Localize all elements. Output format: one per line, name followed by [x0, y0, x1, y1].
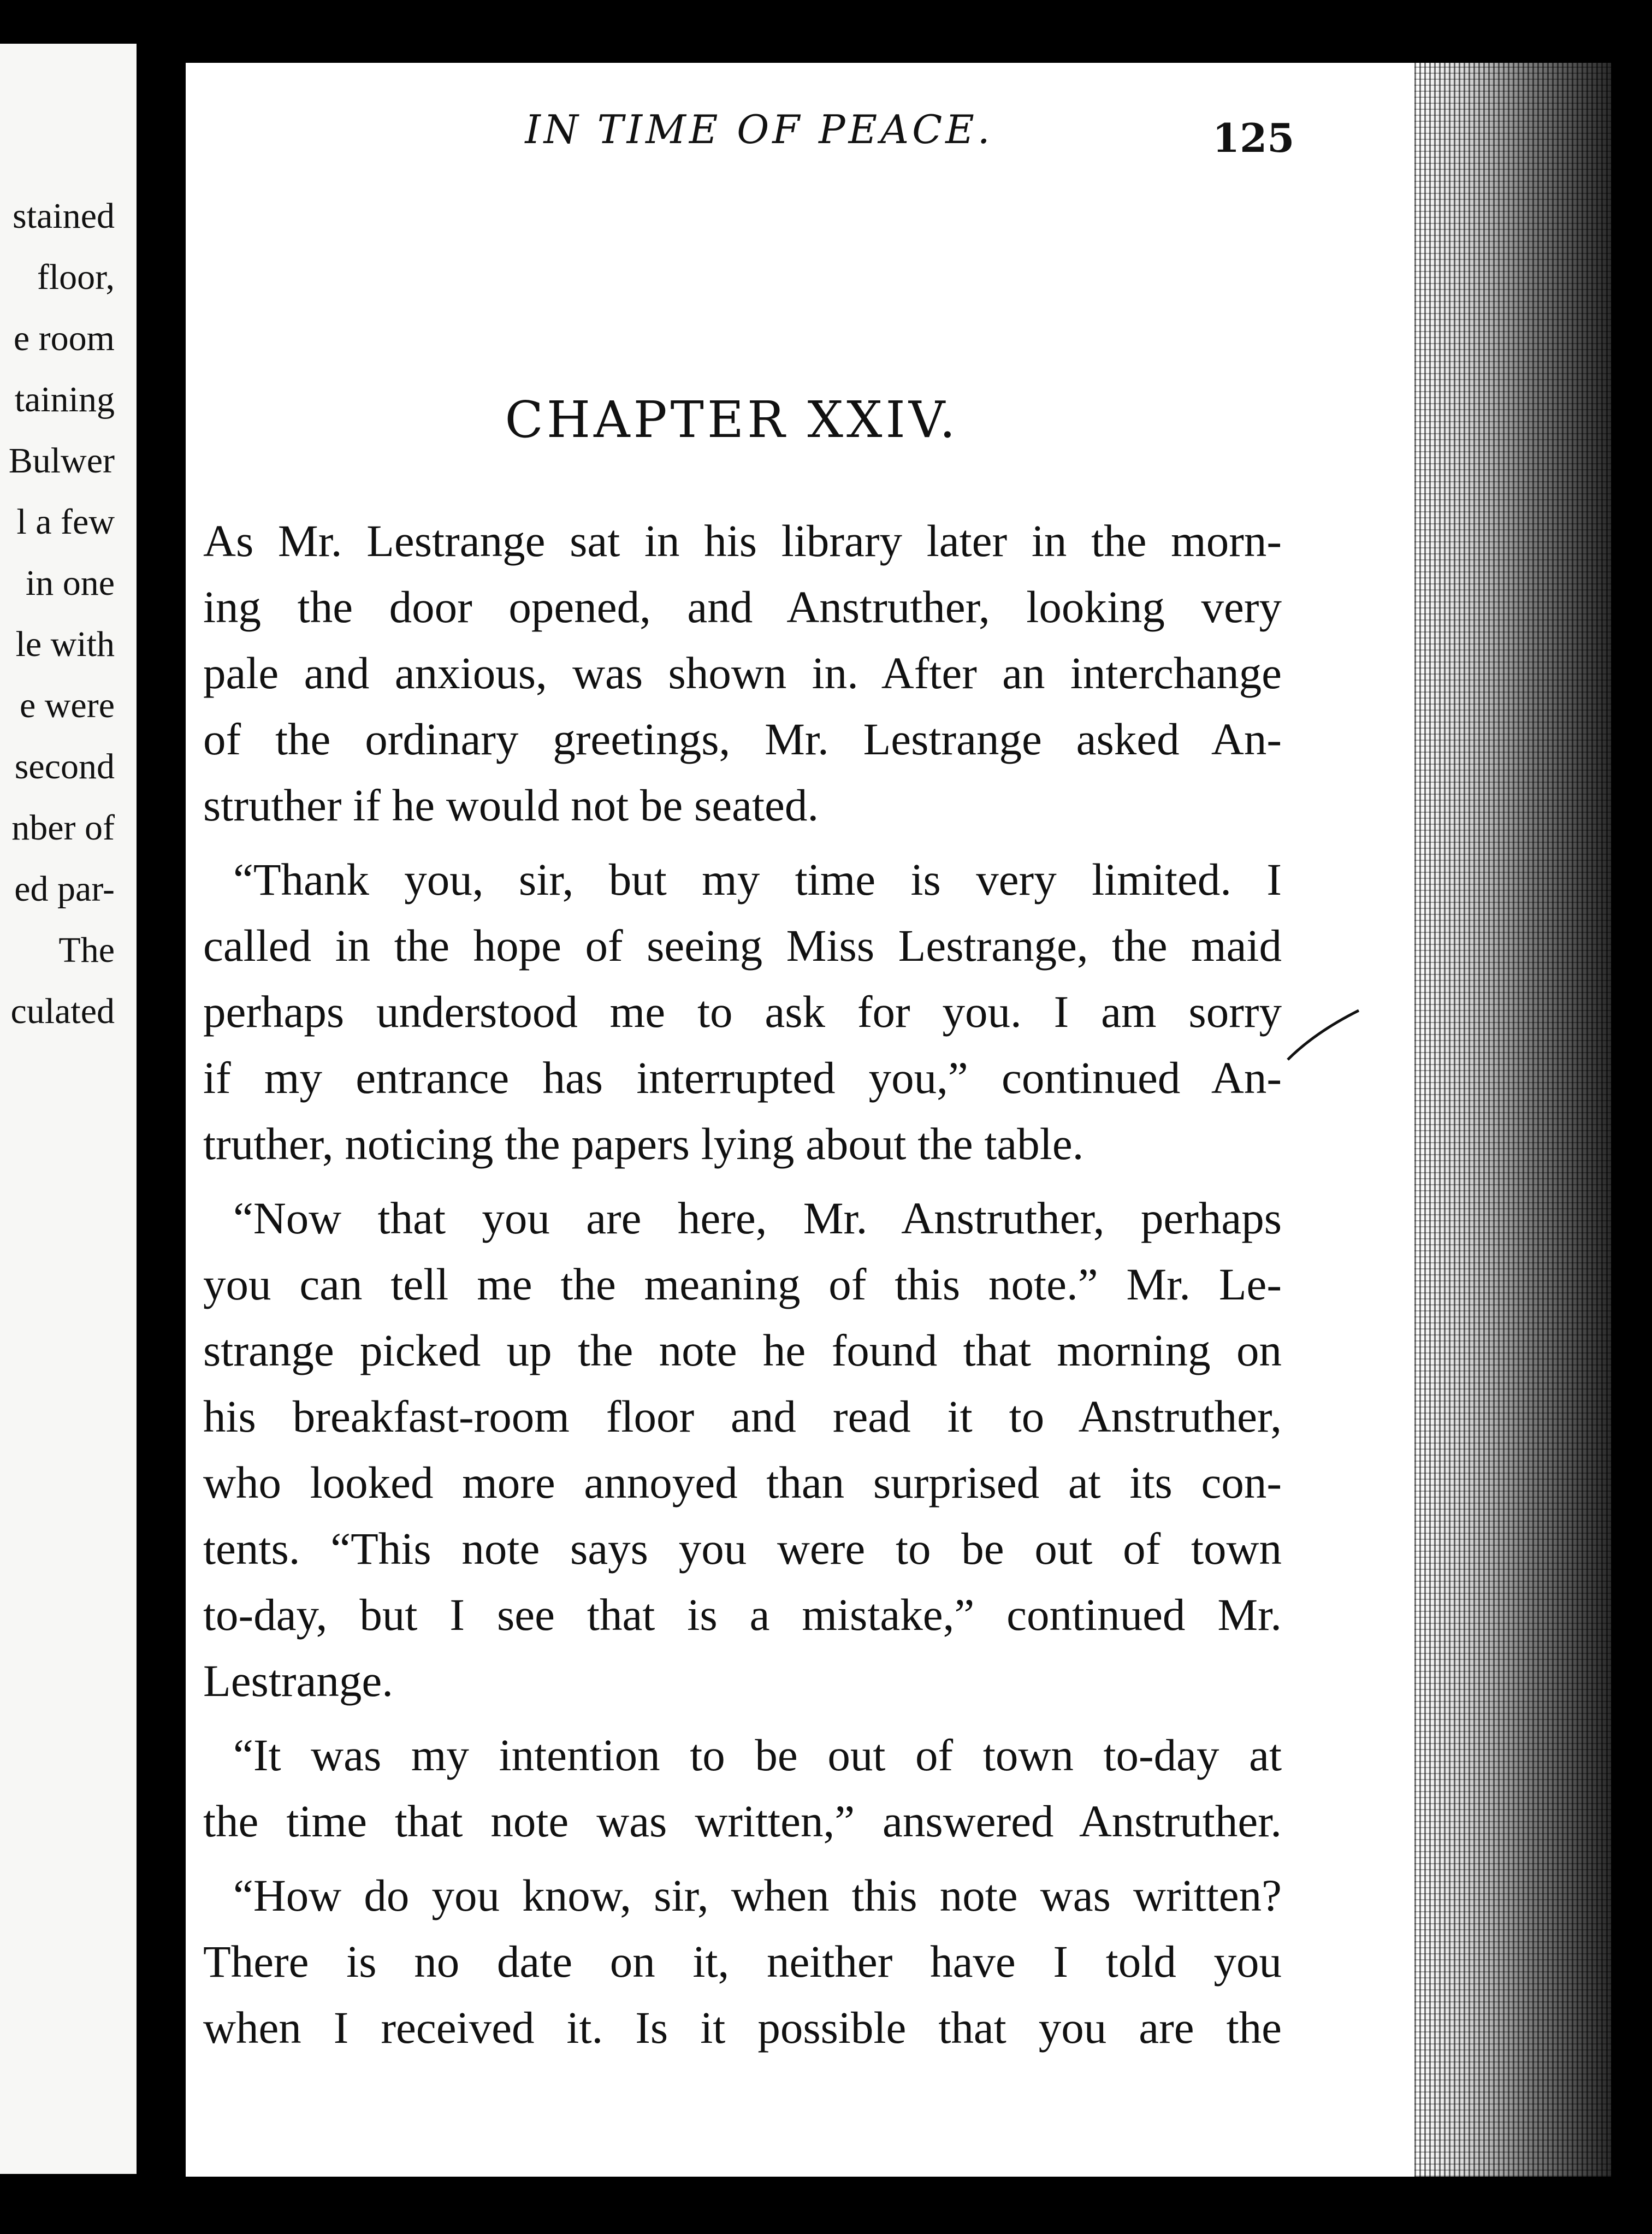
- text-line: “How do you know, sir, when this note was written?: [233, 1870, 1282, 1920]
- text-line: to-day, but I see that is a mistake,” continued Mr.: [203, 1589, 1282, 1640]
- text-line: when I received it. Is it possible that you are the: [203, 2002, 1282, 2053]
- text-line: struther if he would not be seated.: [203, 780, 819, 830]
- text-line: Lestrange.: [203, 1656, 393, 1706]
- text-line: if my entrance has interrupted you,” continued An-: [203, 1053, 1282, 1103]
- paragraph-1: [203, 508, 1282, 838]
- paragraph-3: [203, 1185, 1282, 1714]
- running-head: IN TIME OF PEACE.: [525, 107, 993, 152]
- book-gutter: [137, 0, 186, 2234]
- text-line: who looked more annoyed than surprised at its con-: [203, 1457, 1282, 1508]
- text-line: ing the door opened, and Anstruther, looking very: [203, 582, 1282, 632]
- paragraph-4: [203, 1722, 1282, 1854]
- text-line: As Mr. Lestrange sat in his library later in the morn-: [203, 516, 1282, 566]
- left-line: e were: [19, 685, 115, 725]
- text-line: “Thank you, sir, but my time is very limited. I: [233, 854, 1282, 905]
- left-line: in one: [25, 563, 115, 603]
- text-line: of the ordinary greetings, Mr. Lestrange asked An-: [203, 714, 1282, 764]
- left-line: ed par-: [14, 869, 115, 909]
- text-line: “Now that you are here, Mr. Anstruther, perhaps: [233, 1193, 1282, 1243]
- pencil-mark-icon: [1282, 1005, 1364, 1065]
- text-line: truther, noticing the papers lying about the table.: [203, 1119, 1084, 1169]
- text-line: tents. “This note says you were to be out of town: [203, 1523, 1282, 1574]
- right-page: [186, 63, 1611, 2177]
- left-line: e room: [13, 318, 115, 358]
- left-line: second: [14, 747, 115, 787]
- text-line: There is no date on it, neither have I told you: [203, 1936, 1282, 1987]
- left-line: Bulwer: [8, 441, 115, 481]
- text-line: you can tell me the meaning of this note.” Mr. Le-: [203, 1259, 1282, 1309]
- text-line: perhaps understood me to ask for you. I am sorry: [203, 986, 1282, 1037]
- left-line: The: [58, 930, 115, 970]
- page-number: 125: [1212, 115, 1295, 161]
- left-line: le with: [15, 624, 115, 664]
- text-line: pale and anxious, was shown in. After an interchange: [203, 648, 1282, 698]
- text-line: called in the hope of seeing Miss Lestrange, the maid: [203, 920, 1282, 971]
- text-line: his breakfast-room floor and read it to Anstruther,: [203, 1391, 1282, 1441]
- left-line: stained: [13, 196, 115, 236]
- text-line: “It was my intention to be out of town to-day at: [233, 1730, 1282, 1780]
- left-line: l a few: [16, 502, 115, 542]
- paragraph-2: [203, 847, 1282, 1177]
- chapter-title: CHAPTER XXIV.: [505, 391, 959, 449]
- text-line: strange picked up the note he found that morning on: [203, 1325, 1282, 1375]
- body-text: [203, 508, 1282, 2069]
- left-line: taining: [14, 380, 115, 419]
- paragraph-5: [203, 1863, 1282, 2061]
- page-edge-speckle: [1414, 63, 1611, 2177]
- left-line: nber of: [11, 808, 115, 848]
- left-line: floor,: [37, 257, 115, 297]
- left-line: culated: [10, 991, 115, 1031]
- left-page-line-fragments: [9, 186, 115, 1042]
- text-line: the time that note was written,” answered Anstruther.: [203, 1796, 1282, 1846]
- left-page: [0, 44, 137, 2174]
